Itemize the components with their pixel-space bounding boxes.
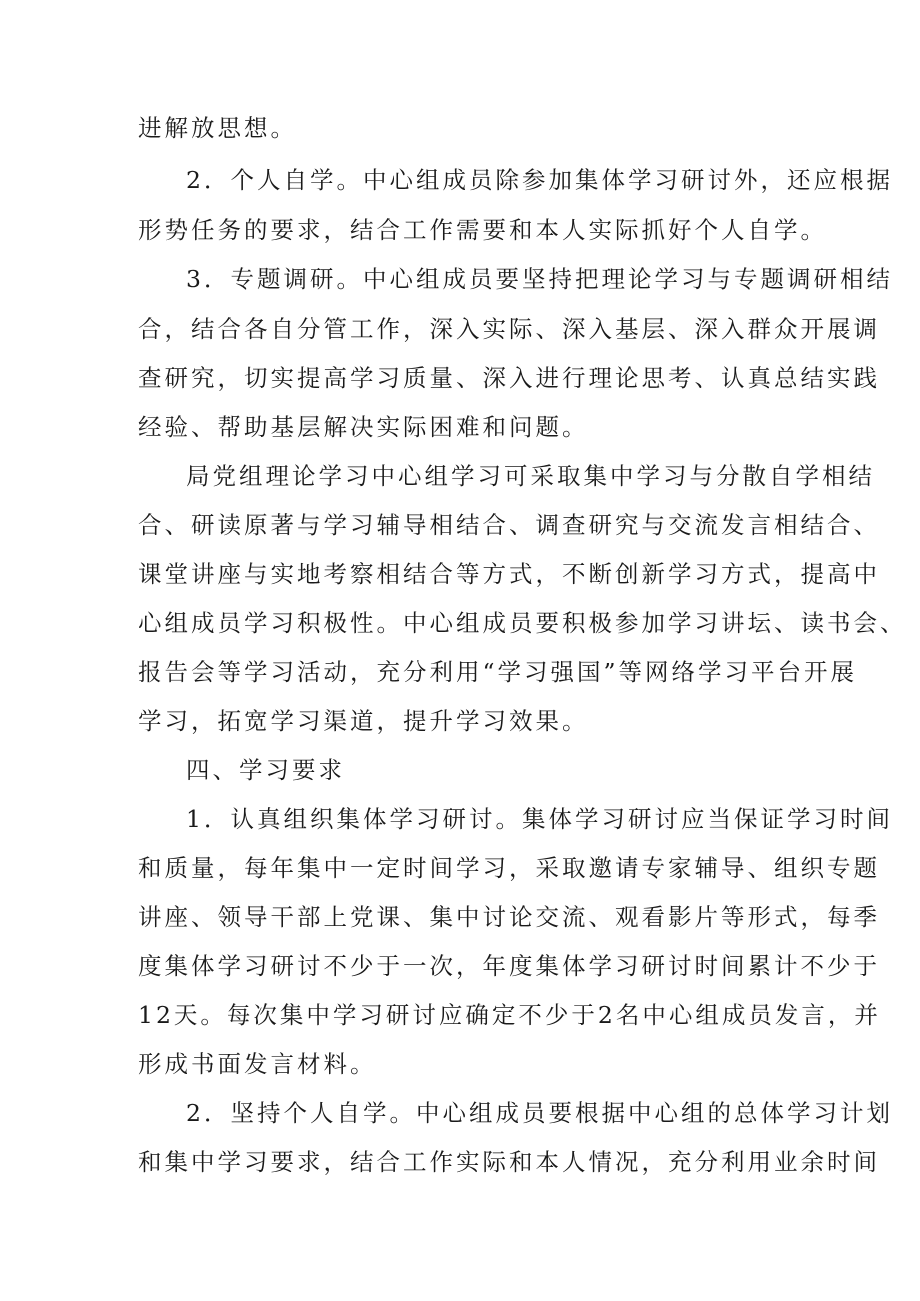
text-line: 2．个人自学。中心组成员除参加集体学习研讨外，还应根据 xyxy=(186,166,893,194)
text-line: 形势任务的要求，结合工作需要和本人实际抓好个人自学。 xyxy=(138,216,827,244)
text-line: 进解放思想。 xyxy=(138,114,297,142)
text-line: 经验、帮助基层解决实际困难和问题。 xyxy=(138,413,589,441)
text-line: 和集中学习要求，结合工作实际和本人情况，充分利用业余时间 xyxy=(138,1148,880,1176)
text-line: 心组成员学习积极性。中心组成员要积极参加学习讲坛、读书会、 xyxy=(138,609,907,637)
text-line: 1．认真组织集体学习研讨。集体学习研讨应当保证学习时间 xyxy=(186,805,893,833)
text-line: 形成书面发言材料。 xyxy=(138,1050,377,1078)
text-line: 报告会等学习活动，充分利用“学习强国”等网络学习平台开展 xyxy=(138,658,858,686)
text-line: 2．坚持个人自学。中心组成员要根据中心组的总体学习计划 xyxy=(186,1099,893,1127)
text-line: 讲座、领导干部上党课、集中讨论交流、观看影片等形式，每季 xyxy=(138,903,880,931)
text-line: 12天。每次集中学习研讨应确定不少于2名中心组成员发言，并 xyxy=(138,1001,881,1029)
text-line: 学习，拓宽学习渠道，提升学习效果。 xyxy=(138,707,589,735)
text-line: 度集体学习研讨不少于一次，年度集体学习研讨时间累计不少于 xyxy=(138,952,880,980)
text-line: 查研究，切实提高学习质量、深入进行理论思考、认真总结实践 xyxy=(138,364,880,392)
text-line: 合、研读原著与学习辅导相结合、调查研究与交流发言相结合、 xyxy=(138,511,880,539)
text-line: 局党组理论学习中心组学习可采取集中学习与分散自学相结 xyxy=(186,462,875,490)
text-line: 3．专题调研。中心组成员要坚持把理论学习与专题调研相结 xyxy=(186,265,893,293)
text-line: 课堂讲座与实地考察相结合等方式，不断创新学习方式，提高中 xyxy=(138,560,880,588)
text-line: 和质量，每年集中一定时间学习，采取邀请专家辅导、组织专题 xyxy=(138,854,880,882)
section-heading: 四、学习要求 xyxy=(186,756,345,784)
text-line: 合，结合各自分管工作，深入实际、深入基层、深入群众开展调 xyxy=(138,315,880,343)
